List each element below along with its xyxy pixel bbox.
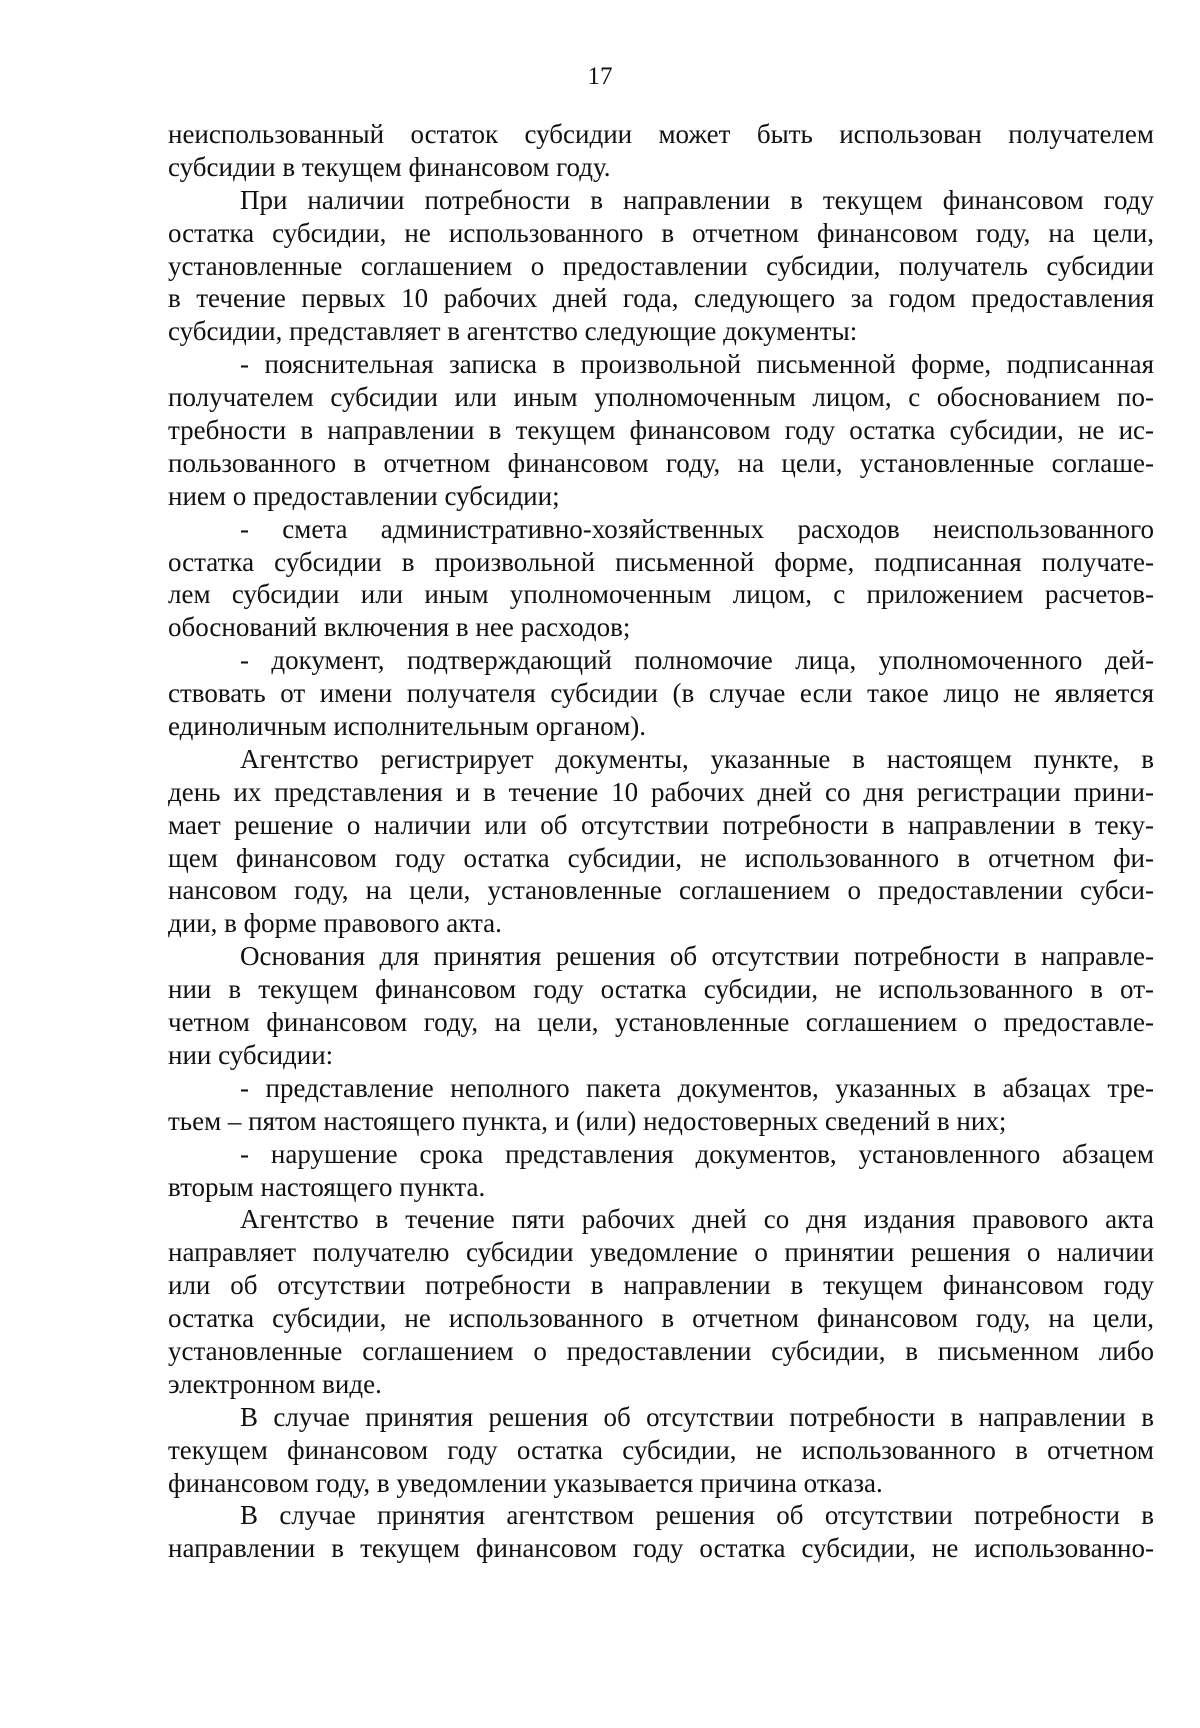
text-line: направляет получателю субсидии уведомление о принятии решения о наличии (168, 1237, 1154, 1268)
text-line: - нарушение срока представления документов, установленного абзацем (240, 1138, 1154, 1169)
text-line: направлении в текущем финансовом году остатка субсидии, не использованно- (168, 1533, 1154, 1564)
text-line: нием о предоставлении субсидии; (168, 480, 560, 511)
text-line: Основания для принятия решения об отсутствии потребности в направле- (240, 941, 1154, 972)
text-line: мает решение о наличии или об отсутствии потребности в направлении в теку- (168, 809, 1154, 840)
text-line: щем финансовом году остатка субсидии, не использованного в отчетном фи- (168, 842, 1154, 873)
document-body (168, 118, 1154, 1565)
page-number: 17 (587, 63, 613, 90)
text-line: Агентство регистрирует документы, указанные в настоящем пункте, в (240, 743, 1154, 774)
text-line: - смета административно-хозяйственных расходов неиспользованного (240, 513, 1154, 544)
text-line: обоснований включения в нее расходов; (168, 612, 631, 643)
text-line: неиспользованный остаток субсидии может быть использован получателем (168, 119, 1154, 149)
text-line: финансовом году, в уведомлении указывается причина отказа. (168, 1467, 883, 1498)
text-line: установленные соглашением о предоставлении субсидии, получатель субсидии (168, 250, 1154, 281)
text-line: день их представления и в течение 10 рабочих дней со дня регистрации прини- (168, 776, 1154, 807)
text-line: требности в направлении в текущем финансовом году остатка субсидии, не ис- (168, 415, 1154, 446)
text-line: В случае принятия решения об отсутствии потребности в направлении в (240, 1401, 1154, 1432)
text-line: Агентство в течение пяти рабочих дней со дня издания правового акта (240, 1204, 1154, 1235)
text-line: субсидии в текущем финансовом году. (168, 151, 611, 182)
text-line: четном финансовом году, на цели, установленные соглашением о предоставле- (168, 1007, 1154, 1038)
text-line: лем субсидии или иным уполномоченным лицом, с приложением расчетов- (168, 579, 1154, 610)
text-line: остатка субсидии, не использованного в отчетном финансовом году, на цели, (168, 1303, 1154, 1334)
text-line: субсидии, представляет в агентство следующие документы: (168, 316, 858, 347)
text-line: - документ, подтверждающий полномочие лица, уполномоченного дей- (240, 645, 1154, 676)
text-line: тьем – пятом настоящего пункта, и (или) недостоверных сведений в них; (168, 1105, 1007, 1136)
text-line: остатка субсидии, не использованного в отчетном финансовом году, на цели, (168, 217, 1154, 248)
text-line: вторым настоящего пункта. (168, 1171, 486, 1202)
text-line: нии субсидии: (168, 1039, 334, 1070)
text-line: - представление неполного пакета документов, указанных в абзацах тре- (240, 1072, 1154, 1103)
text-line: установленные соглашением о предоставлении субсидии, в письменном либо (168, 1335, 1154, 1366)
text-line: нии в текущем финансовом году остатка субсидии, не использованного в от- (168, 974, 1154, 1005)
text-line: электронном виде. (168, 1368, 382, 1399)
text-line: пользованного в отчетном финансовом году, на цели, установленные соглаше- (168, 447, 1154, 478)
text-line: ствовать от имени получателя субсидии (в случае если такое лицо не является (168, 678, 1154, 709)
text-line: При наличии потребности в направлении в текущем финансовом году (240, 184, 1154, 215)
text-line: остатка субсидии в произвольной письменной форме, подписанная получате- (168, 546, 1154, 577)
text-line: - пояснительная записка в произвольной письменной форме, подписанная (240, 349, 1154, 380)
text-line: текущем финансовом году остатка субсидии, не использованного в отчетном (168, 1434, 1154, 1465)
text-line: дии, в форме правового акта. (168, 908, 502, 939)
text-line: единоличным исполнительным органом). (168, 711, 647, 742)
text-line: в течение первых 10 рабочих дней года, следующего за годом предоставления (168, 283, 1154, 314)
text-line: В случае принятия агентством решения об отсутствии потребности в (240, 1500, 1154, 1531)
text-line: получателем субсидии или иным уполномоченным лицом, с обоснованием по- (168, 382, 1154, 413)
text-line: нансовом году, на цели, установленные соглашением о предоставлении субси- (168, 875, 1154, 906)
text-line: или об отсутствии потребности в направлении в текущем финансовом году (168, 1270, 1154, 1301)
